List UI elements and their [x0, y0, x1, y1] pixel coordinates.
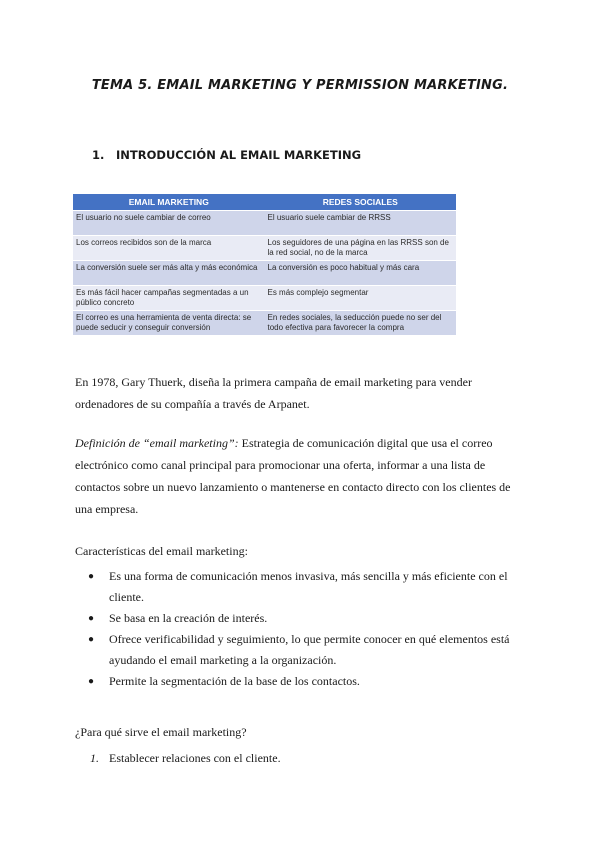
definition-label: Definición de “email marketing”: — [75, 436, 239, 450]
list-item — [75, 748, 525, 769]
header-email-marketing: EMAIL MARKETING — [73, 194, 265, 211]
table-cell: Los seguidores de una página en las RRSS son de la red social, no de la marca — [265, 236, 457, 261]
uses-question: ¿Para qué sirve el email marketing? — [75, 725, 247, 739]
table-row — [73, 261, 456, 286]
bullet-icon: ● — [88, 613, 95, 624]
table-row — [73, 236, 456, 261]
features-list — [75, 566, 525, 692]
definition-text: Estrategia de comunicación digital que usa el correo electrónico como canal principal para promocionar una oferta, informar a una lista de contactos sobre un nuevo lanzamiento o mantenerse en contacto directo con los clientes de una empresa. — [75, 436, 511, 516]
list-number: 1. — [90, 751, 99, 765]
section-heading — [92, 148, 361, 162]
table-cell: El usuario suele cambiar de RRSS — [265, 211, 457, 236]
list-item — [75, 629, 525, 671]
list-item-text: Establecer relaciones con el cliente. — [109, 751, 281, 765]
bullet-icon: ● — [88, 634, 95, 645]
list-item — [75, 566, 525, 608]
table-cell: El usuario no suele cambiar de correo — [73, 211, 265, 236]
table-cell: El correo es una herramienta de venta directa: se puede seducir y conseguir conversión — [73, 311, 265, 336]
list-item-text: Ofrece verificabilidad y seguimiento, lo que permite conocer en qué elementos está ayudando el email marketing a la organización. — [109, 632, 510, 667]
history-paragraph: En 1978, Gary Thuerk, diseña la primera campaña de email marketing para vender ordenadores de su compañía a través de Arpanet. — [75, 375, 472, 411]
table-cell: Es más fácil hacer campañas segmentadas a un público concreto — [73, 286, 265, 311]
bullet-icon: ● — [88, 676, 95, 687]
list-item-text: Es una forma de comunicación menos invasiva, más sencilla y más eficiente con el cliente. — [109, 569, 508, 604]
comparison-table-header-row — [73, 194, 456, 211]
list-item — [75, 608, 525, 629]
features-intro: Características del email marketing: — [75, 544, 248, 558]
document-title: TEMA 5. EMAIL MARKETING Y PERMISSION MARKETING. — [91, 78, 509, 93]
definition-paragraph — [75, 432, 525, 520]
table-cell: Es más complejo segmentar — [265, 286, 457, 311]
table-cell: Los correos recibidos son de la marca — [73, 236, 265, 261]
header-redes-sociales: REDES SOCIALES — [265, 194, 457, 211]
table-cell: En redes sociales, la seducción puede no ser del todo efectiva para favorecer la compra — [265, 311, 457, 336]
table-cell: La conversión suele ser más alta y más económica — [73, 261, 265, 286]
table-row — [73, 286, 456, 311]
bullet-icon: ● — [88, 571, 95, 582]
list-item-text: Permite la segmentación de la base de los contactos. — [109, 674, 360, 688]
uses-list — [75, 748, 525, 769]
comparison-table — [73, 194, 456, 335]
list-item — [75, 671, 525, 692]
table-row — [73, 311, 456, 336]
list-item-text: Se basa en la creación de interés. — [109, 611, 268, 625]
table-row — [73, 211, 456, 236]
section-number: 1. — [92, 148, 105, 162]
section-heading-text: INTRODUCCIÓN AL EMAIL MARKETING — [116, 148, 362, 162]
table-cell: La conversión es poco habitual y más cara — [265, 261, 457, 286]
